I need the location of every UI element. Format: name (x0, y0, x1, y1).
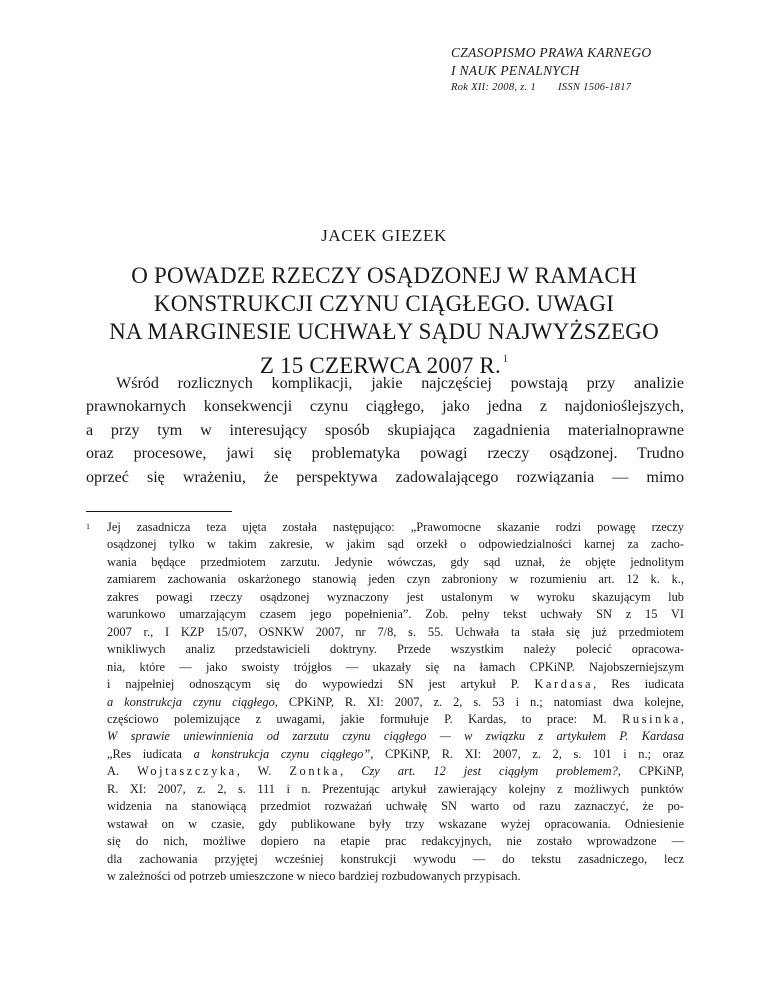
footnote-line (107, 746, 684, 763)
title-line: NA MARGINESIE UCHWAŁY SĄDU NAJWYŻSZEGO (109, 319, 659, 344)
footnote-line: dla zachowania przyjętej wcześniej konstrukcji wywodu — do tekstu zasadniczego, lecz (107, 851, 684, 866)
title-line: KONSTRUKCJI CZYNU CIĄGŁEGO. UWAGI (153, 291, 615, 316)
title-line: O POWADZE RZECZY OSĄDZONEJ W RAMACH (131, 263, 637, 288)
text-run: „Res iudicata (107, 746, 182, 761)
cited-author: Zontka (289, 764, 341, 779)
footnote-line: Jej zasadnicza teza ujęta została następująco: „Prawomocne skazanie rodzi powagę rzeczy (107, 520, 684, 534)
footnote-line: zamiarem zachowania oskarżonego stanowią jeden czyn zabroniony w rozumieniu art. 12 k. k., (107, 572, 684, 587)
text-run: , CPKiNP, R. XI: 2007, z. 2, s. 53 i n.; natomiast dwa kolejne, (274, 694, 684, 709)
footnote-reference: 1 (502, 354, 509, 365)
footnote-line: wstawał on w czasie, gdy publikowane były trzy wskazane wyżej opracowania. Odniesienie (107, 816, 684, 831)
cited-title: a konstrukcja czynu ciągłego (107, 694, 275, 709)
footnote-line (107, 711, 684, 728)
cited-title: Czy art. 12 jest ciągłym problemem? (361, 764, 618, 779)
body-line: a przy tym w interesujący sposób skupiająca zagadnienia materialnoprawne (86, 421, 684, 439)
footnote-line (107, 694, 684, 711)
text-run: , (680, 711, 684, 726)
footnote-line: w zależności od potrzeb umieszczone w nieco bardziej rozbudowanych przypisach. (107, 869, 521, 884)
body-line: prawnokarnych konsekwencji czynu ciągłego, jako jedna z najdonioślejszych, (86, 398, 684, 416)
footnote-line: wania będące przedmiotem zarzutu. Jedynie wówczas, gdy sąd uznał, że objęte jednolitym (107, 554, 684, 569)
article-title (60, 262, 708, 380)
cited-title: W sprawie uniewinnienia od zarzutu czynu ciągłego — w związku z artykułem P. Kardasa (107, 729, 684, 744)
text-run: i najpełniej odnoszącym się do wypowiedzi SN jest artykuł P. (107, 677, 520, 692)
text-run: , CPKiNP, R. XI: 2007, z. 2, s. 101 i n.; oraz (370, 746, 684, 761)
footnote (86, 519, 684, 886)
cited-author: Kardasa (534, 677, 594, 692)
journal-name-line-2: I NAUK PENALNYCH (451, 63, 580, 78)
footnote-separator (86, 511, 232, 512)
footnote-line: widzenia na stanowiącą przedmiot rozważań uchwałę SN warto od razu zaznaczyć, że po- (107, 799, 684, 814)
cited-author: Rusinka (622, 711, 681, 726)
title-line-text: Z 15 CZERWCA 2007 R. (259, 353, 501, 378)
footnote-text (107, 519, 684, 886)
footnote-line: osądzonej tylko w takim zakresie, w jakim sąd orzekł o odpowiedzialności karnej za zacho- (107, 537, 684, 552)
text-run: częściowo polemizujące z uwagami, jakie formułuje P. Kardas, to prace: M. (107, 711, 607, 726)
footnote-line: zakres powagi rzeczy osądzonej wyznaczony jest ustalonym w wyroku skazującym lub (107, 589, 684, 604)
body-line: Wśród rozlicznych komplikacji, jakie najczęściej powstają przy analizie (116, 375, 684, 392)
footnote-line: R. XI: 2007, z. 2, s. 111 i n. Prezentując artykuł zawierający kolejny z możliwych punktów (107, 781, 684, 796)
footnote-line: się do nich, możliwe dopiero na etapie prac redakcyjnych, nie zostało wprowadzone — (107, 834, 684, 849)
text-run: , (340, 764, 344, 779)
text-run: , W. (236, 764, 272, 779)
cited-author: Wojtaszczyka (137, 764, 237, 779)
footnote-number: 1 (86, 522, 90, 531)
text-run: , Res iudicata (593, 677, 684, 692)
footnote-line: nia, które — jako swoisty trójgłos — ukazały się na łamach CPKiNP. Najobszerniejszym (107, 659, 684, 674)
cited-title: a konstrukcja czynu ciągłego” (193, 746, 371, 761)
body-line: oraz procesowe, jawi się problematyka powagi rzeczy osądzonej. Trudno (86, 445, 684, 463)
journal-name-line-1: CZASOPISMO PRAWA KARNEGO (451, 45, 652, 60)
footnote-line (107, 728, 684, 745)
journal-meta (451, 81, 651, 95)
journal-header (451, 44, 651, 95)
footnote-line (107, 763, 684, 780)
footnote-line: warunkowo umarzającym czasem jego popełnienia”. Zob. pełny tekst uchwały SN z 15 VI (107, 607, 684, 622)
footnote-line: wnikliwych analiz przedstawicieli doktryny. Przede wszystkim należy polecić opracowa- (107, 642, 684, 657)
year-issue: Rok XII: 2008, z. 1 (451, 82, 537, 93)
text-run: , CPKiNP, (617, 764, 684, 779)
footnote-line: 2007 r., I KZP 15/07, OSNKW 2007, nr 7/8, s. 55. Uchwała ta stała się już przedmiotem (107, 624, 684, 639)
text-run: A. (107, 764, 120, 779)
footnote-line (107, 676, 684, 693)
author-name: JACEK GIEZEK (321, 226, 447, 245)
issn: ISSN 1506-1817 (558, 82, 632, 93)
body-paragraph (86, 372, 684, 489)
body-line: oprzeć się wrażeniu, że perspektywa zadowalającego rozwiązania — mimo (86, 468, 684, 486)
